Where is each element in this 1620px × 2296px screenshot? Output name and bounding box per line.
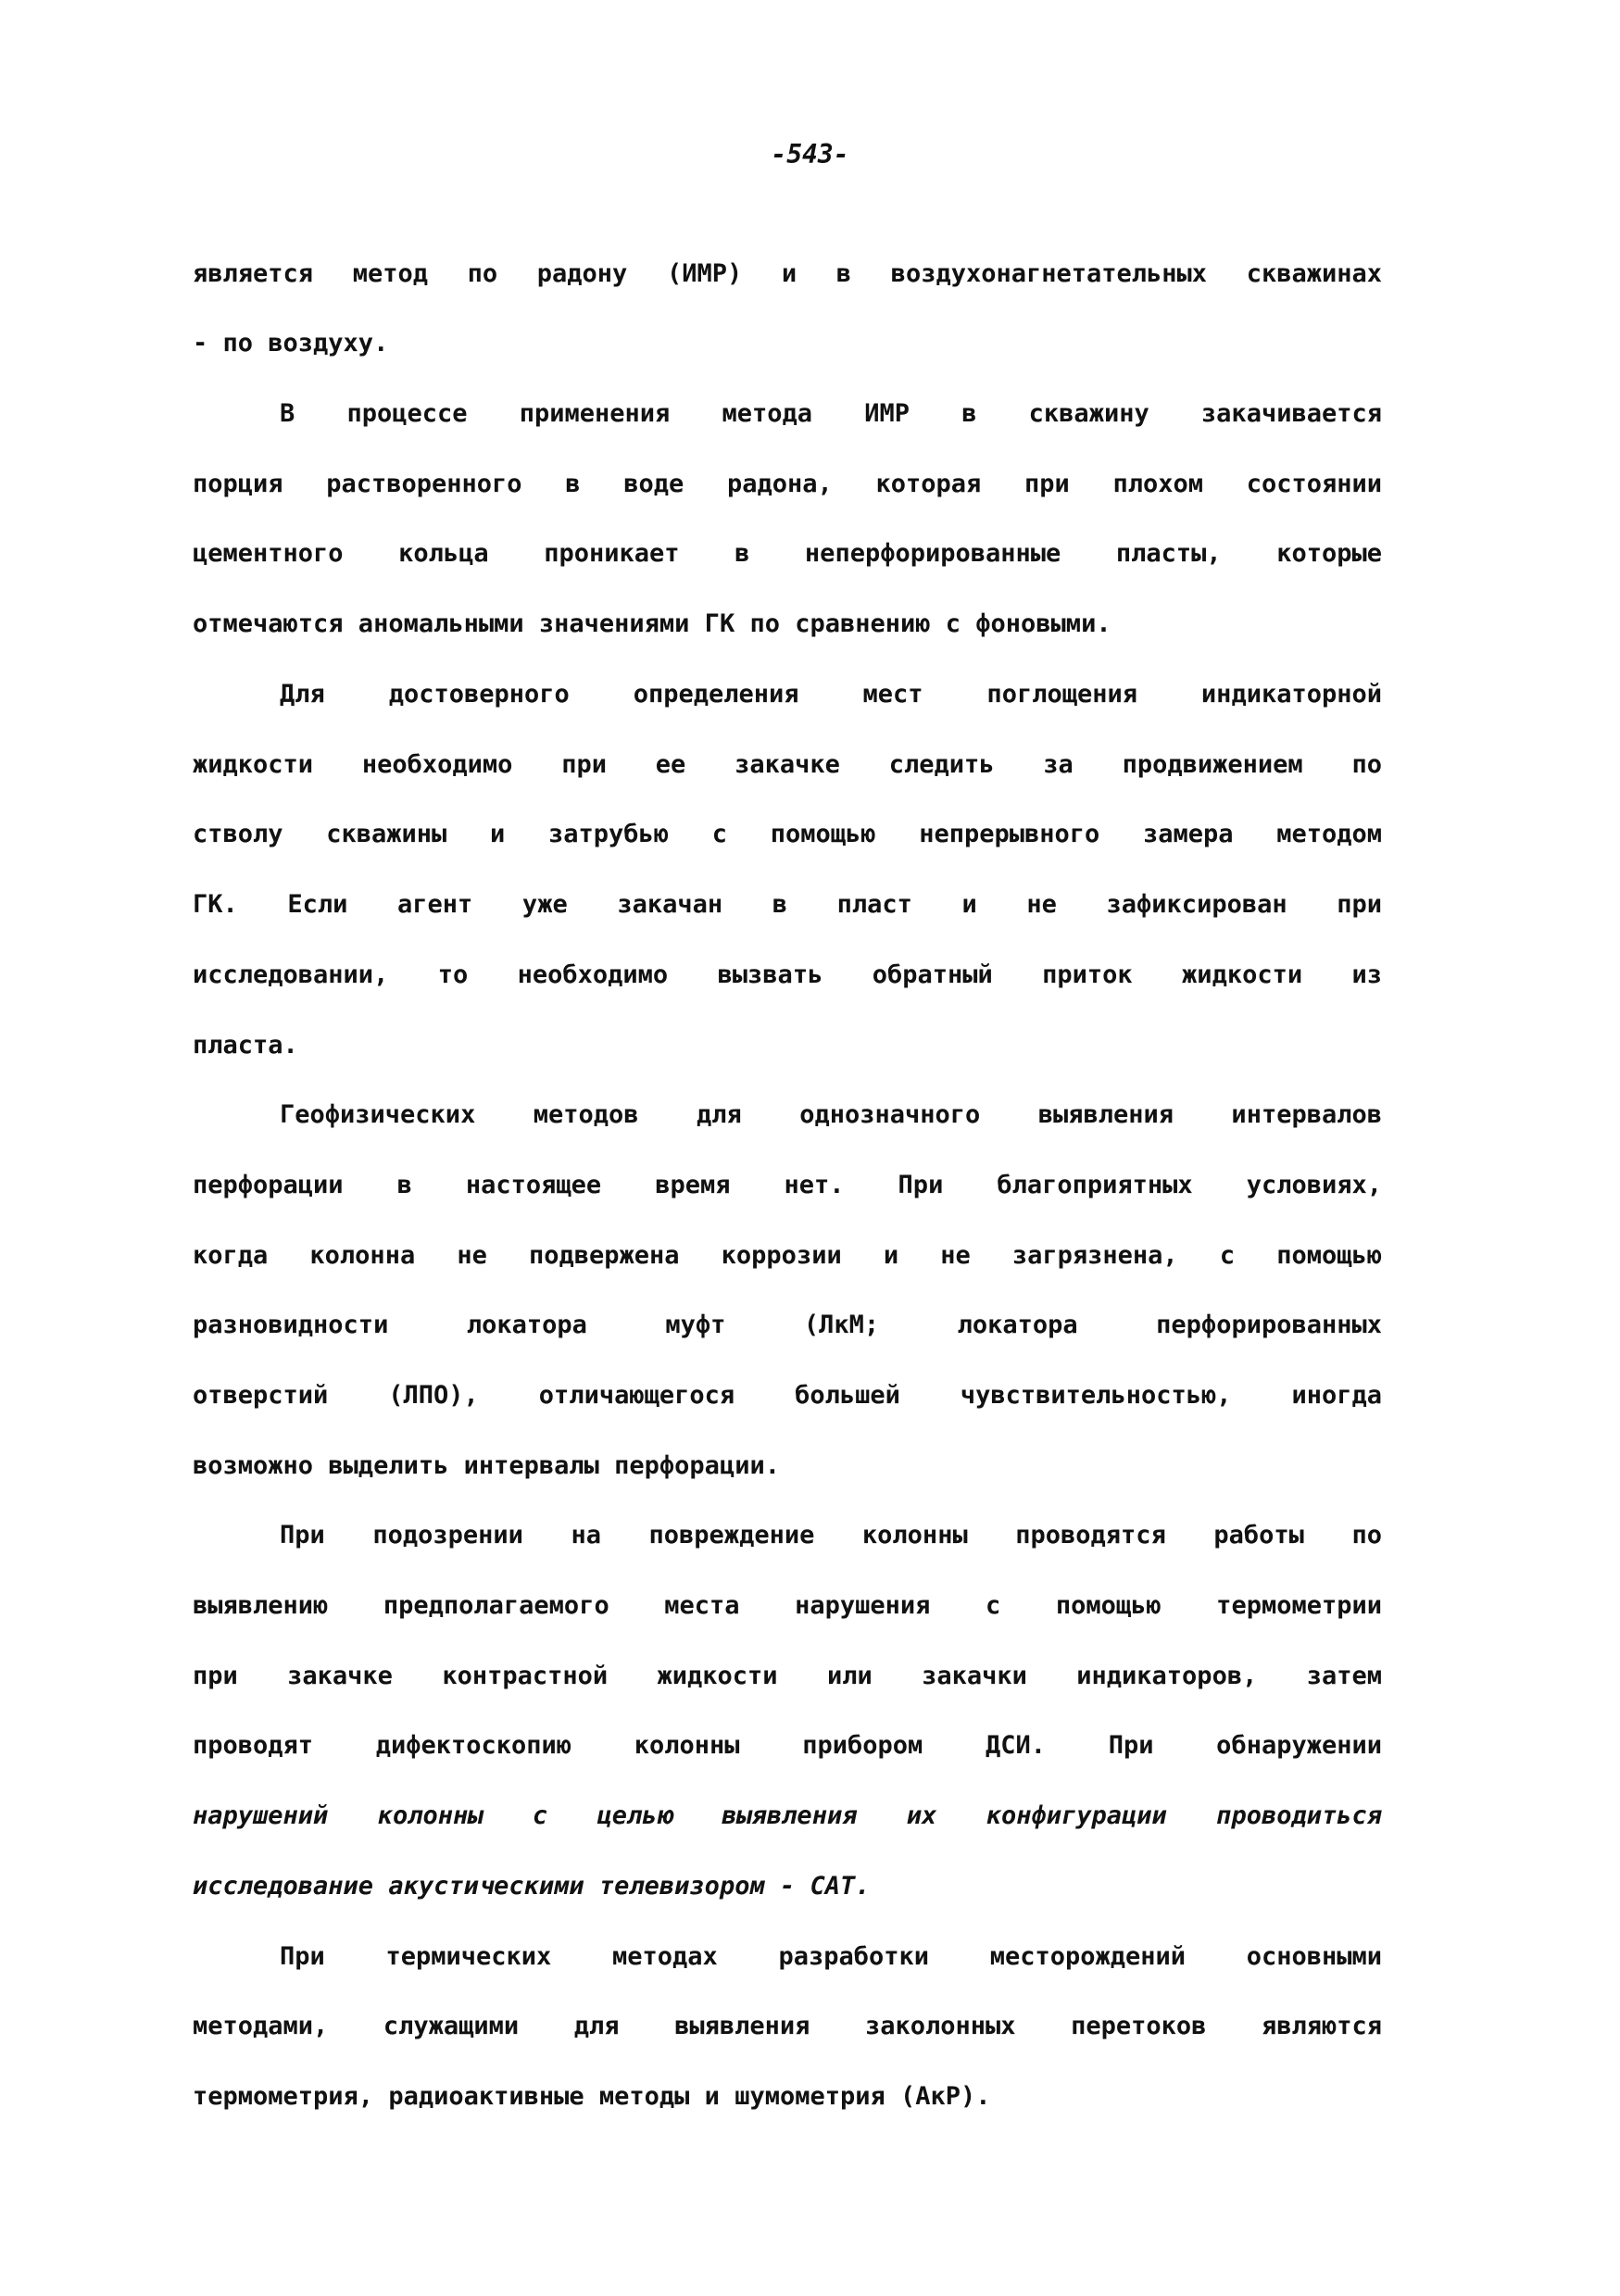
text-line-9: стволу скважины и затрубью с помощью непрерывного замера методом: [193, 820, 1382, 848]
text-line-17: отверстий (ЛПО), отличающегося большей чувствительностью, иногда: [193, 1381, 1382, 1410]
text-line-18: возможно выделить интервалы перфорации.: [193, 1451, 780, 1480]
text-line-10: ГК. Если агент уже закачан в пласт и не зафиксирован при: [193, 890, 1382, 919]
text-line-21: при закачке контрастной жидкости или закачки индикаторов, затем: [193, 1662, 1382, 1690]
text-line-14: перфорации в настоящее время нет. При благоприятных условиях,: [193, 1171, 1382, 1199]
text-line-11: исследовании, то необходимо вызвать обратный приток жидкости из: [193, 960, 1382, 989]
text-line-12: пласта.: [193, 1031, 298, 1060]
text-line-13: Геофизических методов для однозначного выявления интервалов: [280, 1100, 1382, 1129]
text-line-27: термометрия, радиоактивные методы и шумометрия (АкР).: [193, 2082, 991, 2111]
text-line-8: жидкости необходимо при ее закачке следить за продвижением по: [193, 750, 1382, 779]
text-line-1: является метод по радону (ИМР) и в воздухонагнетательных скважинах: [193, 259, 1382, 288]
text-line-23: нарушений колонны с целью выявления их конфигурации проводиться: [193, 1801, 1382, 1830]
text-line-26: методами, служащими для выявления заколонных перетоков являются: [193, 2012, 1382, 2040]
text-line-5: цементного кольца проникает в неперфорированные пласты, которые: [193, 539, 1382, 568]
text-line-7: Для достоверного определения мест поглощения индикаторной: [280, 680, 1382, 709]
text-line-15: когда колонна не подвержена коррозии и не загрязнена, с помощью: [193, 1241, 1382, 1270]
text-line-3: В процессе применения метода ИМР в скважину закачивается: [280, 399, 1382, 428]
text-line-25: При термических методах разработки месторождений основными: [280, 1942, 1382, 1971]
text-line-2: - по воздуху.: [193, 329, 389, 358]
text-line-24: исследование акустическими телевизором - САТ.: [193, 1872, 871, 1901]
text-line-22: проводят дифектоскопию колонны прибором ДСИ. При обнаружении: [193, 1731, 1382, 1760]
text-line-6: отмечаются аномальными значениями ГК по сравнению с фоновыми.: [193, 609, 1111, 638]
text-line-16: разновидности локатора муфт (ЛкМ; локатора перфорированных: [193, 1311, 1382, 1339]
text-line-4: порция растворенного в воде радона, которая при плохом состоянии: [193, 470, 1382, 498]
text-line-20: выявлению предполагаемого места нарушения с помощью термометрии: [193, 1591, 1382, 1620]
page-number: -543-: [771, 139, 849, 169]
text-line-19: При подозрении на повреждение колонны проводятся работы по: [280, 1521, 1382, 1549]
